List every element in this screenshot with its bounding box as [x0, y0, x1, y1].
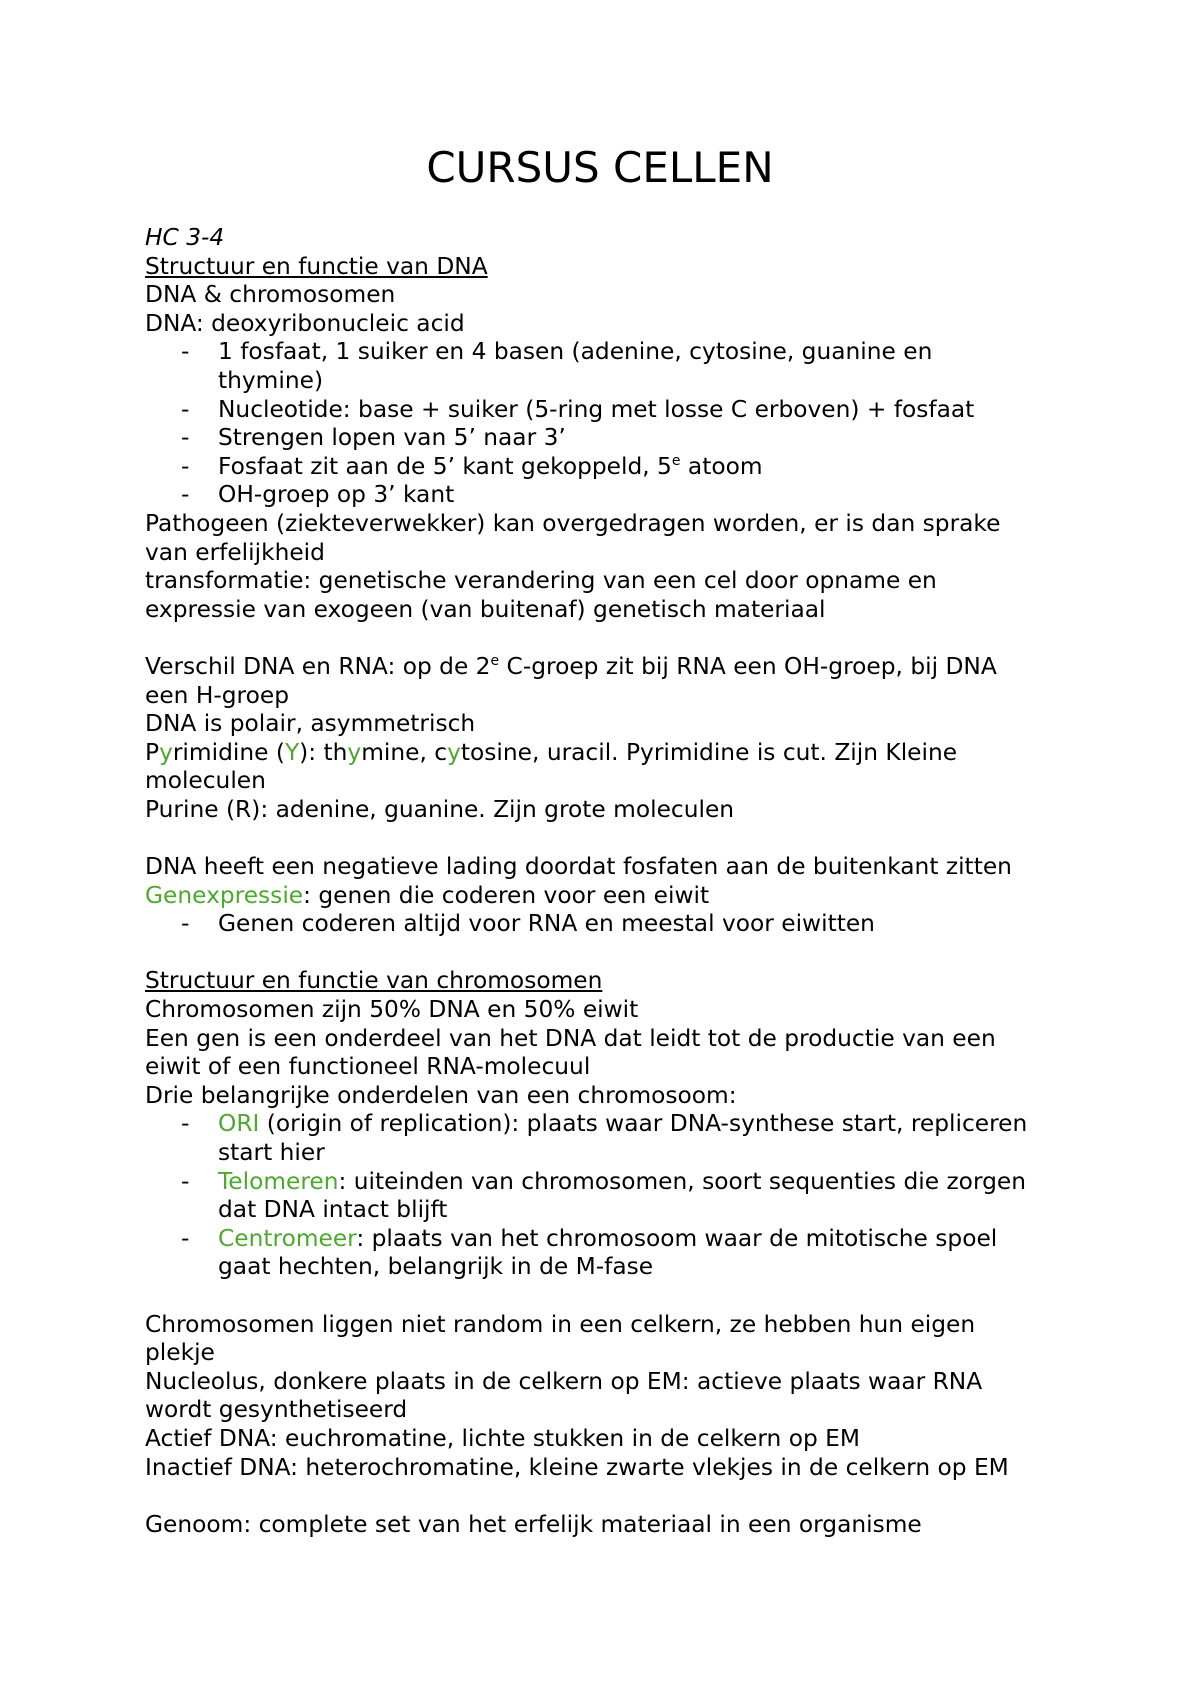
pyrimidine-line — [145, 739, 1085, 768]
bullet-continuation: start hier — [218, 1139, 325, 1166]
text-span: Verschil DNA en RNA: op de 2 — [145, 652, 491, 680]
text-line: DNA: deoxyribonucleic acid — [145, 309, 465, 337]
bullet-text: : plaats van het chromosoom waar de mitotische spoel — [356, 1224, 998, 1252]
text-span: C-groep zit bij RNA een OH-groep, bij DNA — [499, 652, 997, 680]
bullet-dash: - — [181, 1110, 190, 1138]
text-line: van erfelijkheid — [145, 538, 325, 566]
highlight-term: Centromeer — [218, 1224, 357, 1252]
highlight-term: Telomeren — [218, 1167, 339, 1195]
bullet-text: atoom — [680, 452, 763, 480]
superscript: e — [490, 652, 500, 669]
bullet-item — [145, 481, 1085, 510]
bullet-dash: - — [181, 424, 190, 452]
superscript: e — [671, 452, 681, 469]
highlight-term: Genexpressie — [145, 881, 304, 909]
section-heading-dna: Structuur en functie van DNA — [145, 252, 488, 280]
text-line: een H-groep — [145, 681, 289, 709]
bullet-item — [145, 396, 1085, 425]
bullet-dash: - — [181, 452, 190, 480]
text-line: Nucleolus, donkere plaats in de celkern op EM: actieve plaats waar RNA — [145, 1367, 983, 1395]
bullet-continuation: gaat hechten, belangrijk in de M-fase — [218, 1253, 654, 1281]
bullet-dash: - — [181, 395, 190, 423]
highlight-letter: y — [159, 738, 173, 766]
text-line: Actief DNA: euchromatine, lichte stukken in de celkern op EM — [145, 1424, 860, 1452]
bullet-dash: - — [181, 481, 190, 509]
bullet-continuation: thymine) — [218, 366, 324, 394]
document-title: CURSUS CELLEN — [426, 143, 774, 192]
text-line: transformatie: genetische verandering van een cel door opname en — [145, 567, 937, 595]
spacer — [145, 1482, 1085, 1511]
bullet-dash: - — [181, 1224, 190, 1252]
bullet-item — [145, 453, 1085, 482]
bullet-item — [145, 1110, 1085, 1139]
lecture-label: HC 3-4 — [145, 224, 225, 251]
text-line: moleculen — [145, 767, 266, 795]
highlight-letter: y — [447, 738, 461, 766]
bullet-dash: - — [181, 338, 190, 366]
text-line: DNA & chromosomen — [145, 281, 396, 309]
bullet-text: 1 fosfaat, 1 suiker en 4 basen (adenine, cytosine, guanine en — [218, 338, 933, 366]
text-line: Pathogeen (ziekteverwekker) kan overgedragen worden, er is dan sprake — [145, 509, 1001, 537]
bullet-text: Strengen lopen van 5’ naar 3’ — [218, 424, 566, 452]
document-body — [145, 224, 1085, 1539]
bullet-item — [145, 424, 1085, 453]
text-span: ): th — [299, 738, 348, 766]
text-span: rimidine ( — [172, 738, 285, 766]
text-line: DNA is polair, asymmetrisch — [145, 710, 476, 738]
spacer — [145, 824, 1085, 853]
text-line — [145, 882, 1085, 911]
highlight-term: ORI — [218, 1110, 260, 1138]
text-line: Inactief DNA: heterochromatine, kleine zwarte vlekjes in de celkern op EM — [145, 1453, 1009, 1481]
text-span: mine, c — [361, 738, 448, 766]
section-heading-chromosomen: Structuur en functie van chromosomen — [145, 967, 603, 995]
spacer — [145, 939, 1085, 968]
bullet-continuation: dat DNA intact blijft — [218, 1196, 448, 1224]
bullet-dash: - — [181, 910, 190, 938]
text-line: Genoom: complete set van het erfelijk materiaal in een organisme — [145, 1510, 922, 1538]
text-span: : genen die coderen voor een eiwit — [303, 881, 710, 909]
highlight-letter: Y — [284, 738, 300, 766]
bullet-item — [145, 1225, 1085, 1254]
bullet-text: Nucleotide: base + suiker (5-ring met losse C erboven) + fosfaat — [218, 395, 975, 423]
text-line: Chromosomen zijn 50% DNA en 50% eiwit — [145, 996, 639, 1024]
bullet-item — [145, 910, 1085, 939]
text-span: tosine, uracil. Pyrimidine is cut. Zijn Kleine — [460, 738, 958, 766]
text-line: Drie belangrijke onderdelen van een chromosoom: — [145, 1081, 737, 1109]
text-line: DNA heeft een negatieve lading doordat fosfaten aan de buitenkant zitten — [145, 853, 1012, 881]
text-line: plekje — [145, 1339, 215, 1367]
text-line: Een gen is een onderdeel van het DNA dat leidt tot de productie van een — [145, 1024, 996, 1052]
bullet-text: Fosfaat zit aan de 5’ kant gekoppeld, 5 — [218, 452, 672, 480]
highlight-letter: y — [347, 738, 362, 766]
bullet-text: (origin of replication): plaats waar DNA-synthese start, repliceren — [259, 1110, 1028, 1138]
text-line: eiwit of een functioneel RNA-molecuul — [145, 1053, 591, 1081]
spacer — [145, 624, 1085, 653]
text-line: expressie van exogeen (van buitenaf) genetisch materiaal — [145, 595, 826, 623]
text-span: P — [145, 738, 160, 766]
spacer — [145, 1282, 1085, 1311]
text-line — [145, 653, 1085, 682]
text-line: Chromosomen liggen niet random in een celkern, ze hebben hun eigen — [145, 1310, 976, 1338]
bullet-item — [145, 338, 1085, 367]
bullet-text: Genen coderen altijd voor RNA en meestal voor eiwitten — [218, 910, 875, 938]
bullet-item — [145, 1168, 1085, 1197]
bullet-dash: - — [181, 1167, 190, 1195]
text-line: Purine (R): adenine, guanine. Zijn grote moleculen — [145, 795, 735, 823]
text-line: wordt gesynthetiseerd — [145, 1396, 408, 1424]
bullet-text: OH-groep op 3’ kant — [218, 481, 455, 509]
bullet-text: : uiteinden van chromosomen, soort sequenties die zorgen — [338, 1167, 1026, 1195]
